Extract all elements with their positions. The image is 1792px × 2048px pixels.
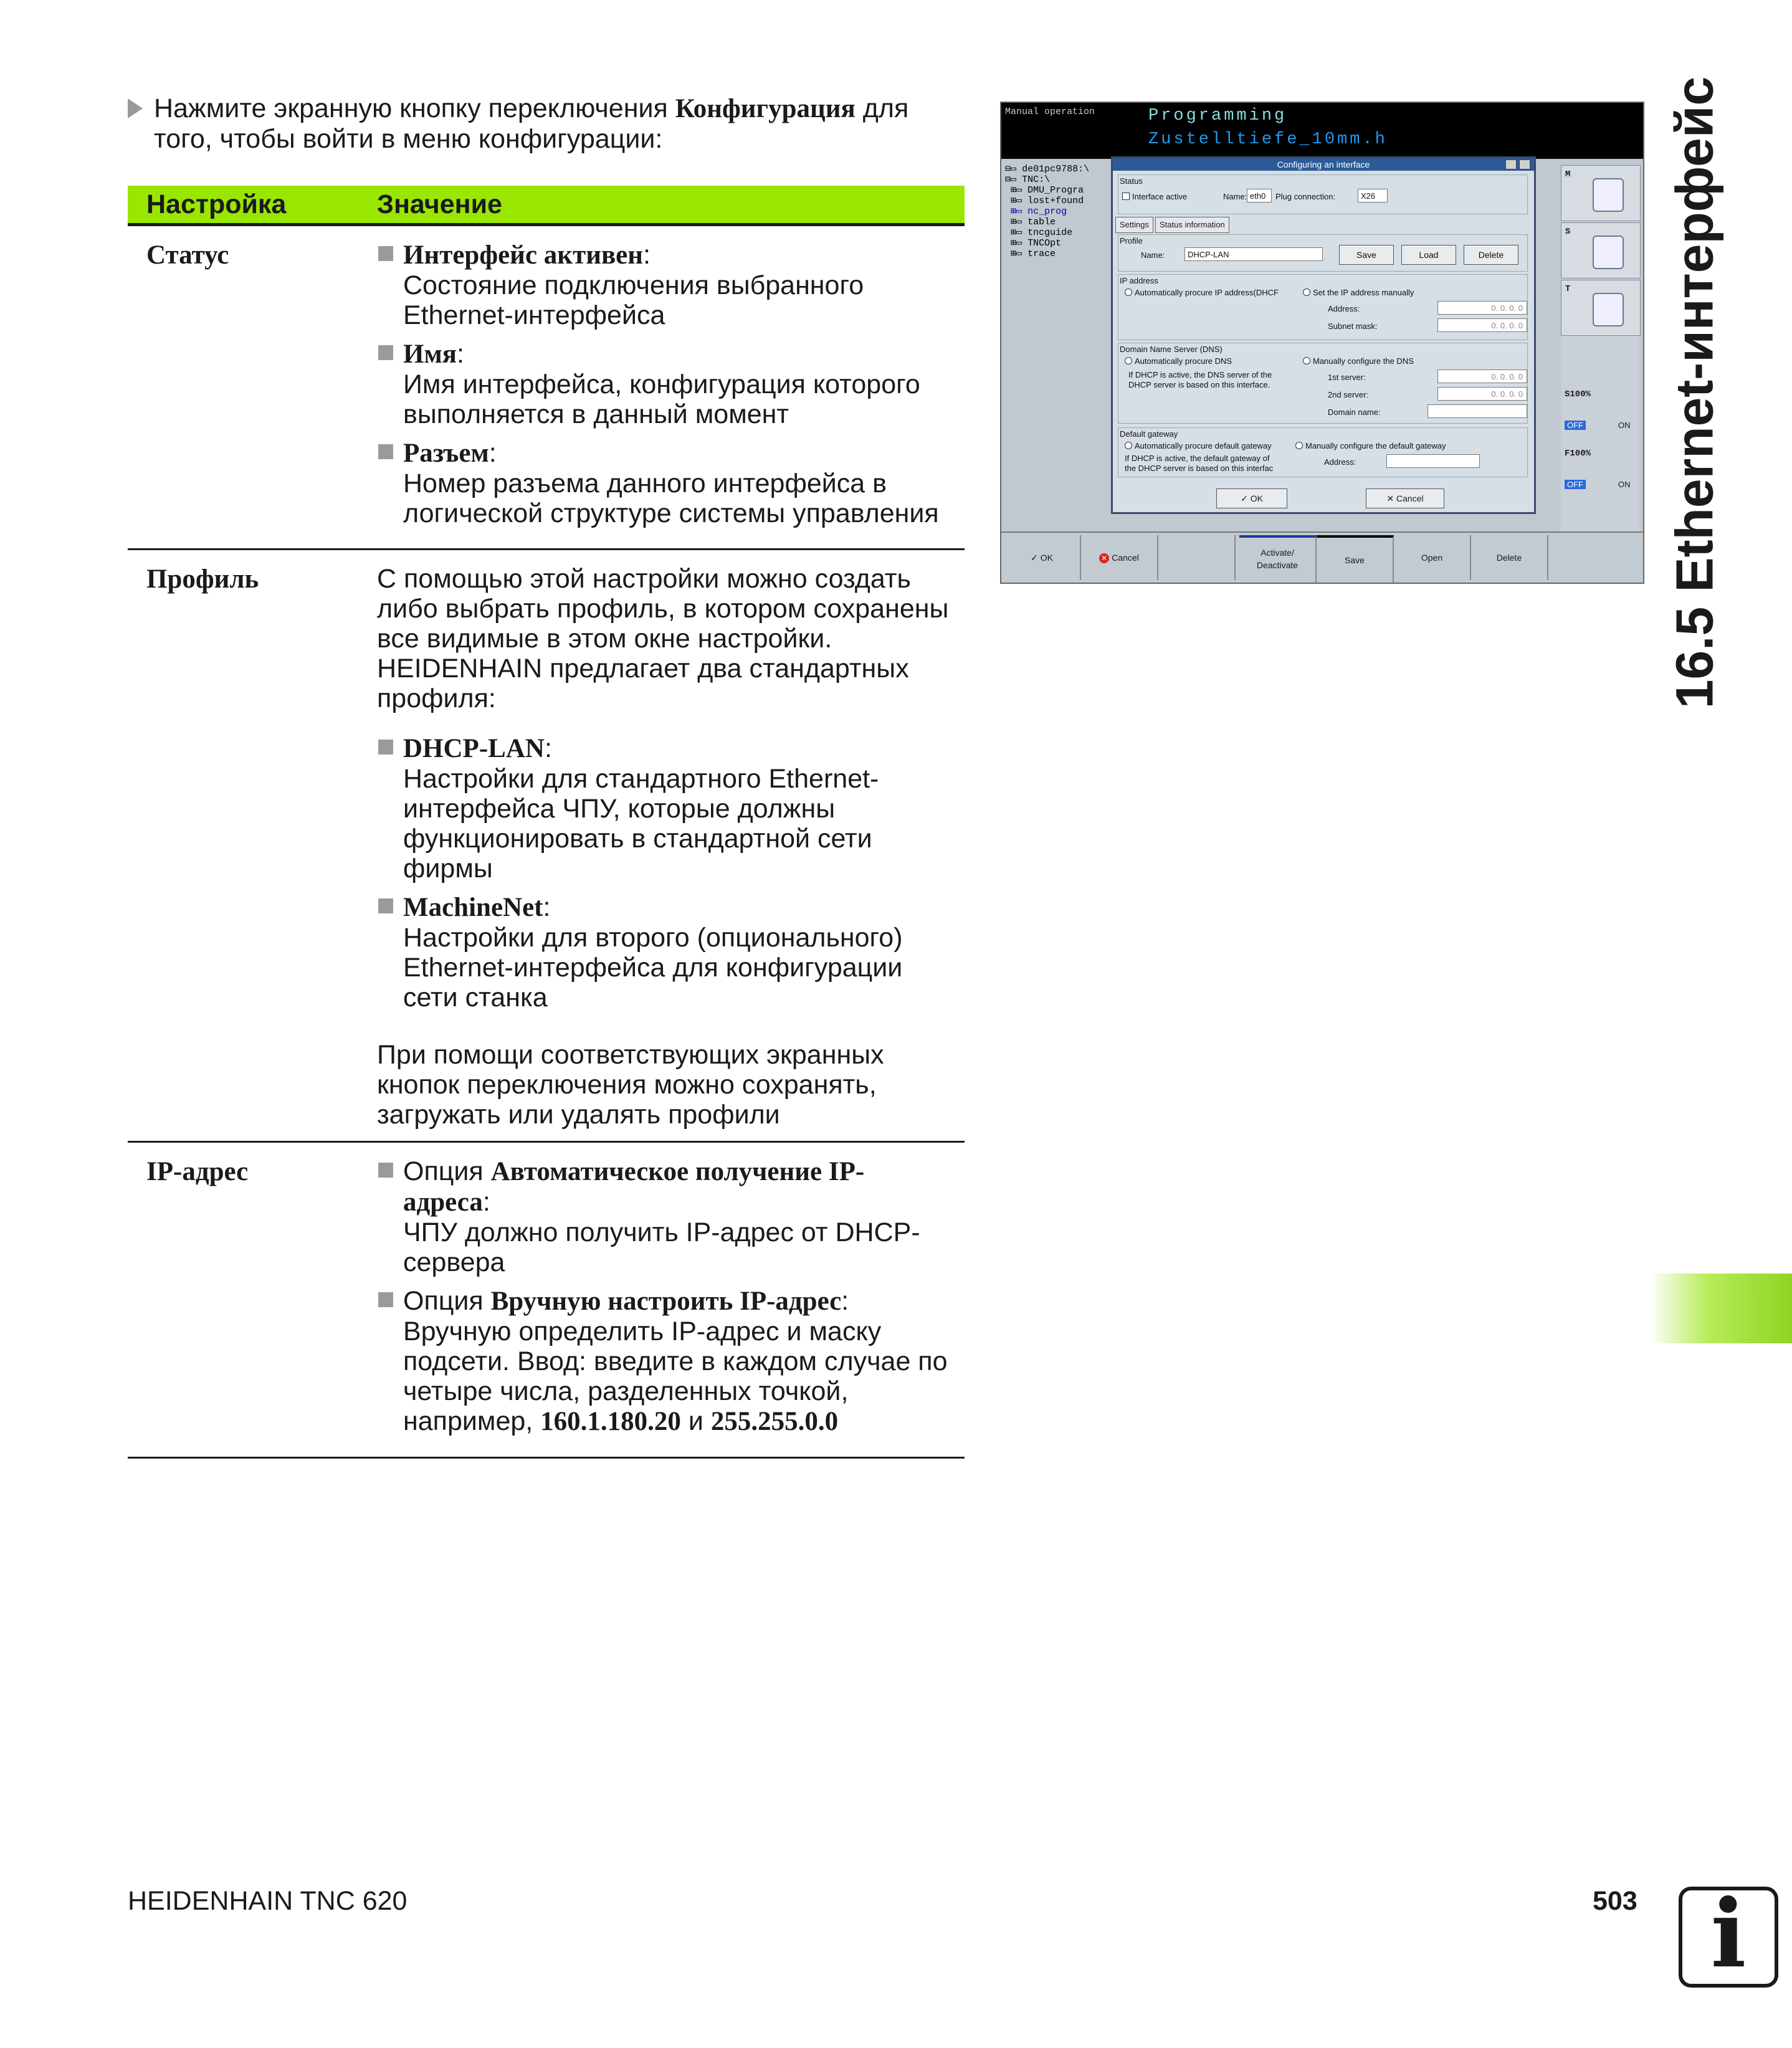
feed-override: F100% OFF ON [1565, 449, 1631, 489]
tree-item[interactable]: ⊞▭ DMU_Progra [1005, 185, 1084, 196]
plug-connection-field[interactable]: X26 [1358, 189, 1388, 202]
ip-address-field[interactable]: 0. 0. 0. 0 [1437, 301, 1527, 315]
name-field[interactable]: eth0 [1247, 189, 1272, 202]
dns-manual-radio[interactable]: Manually configure the DNS [1303, 356, 1414, 366]
tree-item[interactable]: ⊟▭ TNC:\ [1005, 174, 1051, 185]
intro-softkey-name: Конфигурация [675, 94, 855, 123]
tree-item[interactable]: ⊞▭ lost+found [1005, 196, 1084, 206]
profile-group: Profile Name: DHCP-LAN Save Load Delete [1118, 234, 1528, 272]
tree-item[interactable]: ⊞▭ TNCOpt [1005, 238, 1062, 249]
spindle-override: S100% OFF ON [1565, 389, 1631, 430]
section-side-title: 16.5 Ethernet-интерфейс [1665, 76, 1724, 709]
row-label-profile: Профиль [146, 564, 259, 594]
spindle-icon [1593, 236, 1624, 269]
softkey-activate-deactivate[interactable]: Activate/ Deactivate [1239, 535, 1317, 583]
ip-address-group: IP address Automatically procure IP address(DHCF Set the IP address manually Address: 0. 0. 0. 0 Subnet mask: 0. 0. 0. 0 [1118, 274, 1528, 340]
profile-name-field[interactable]: DHCP-LAN [1184, 247, 1323, 261]
ip-manual-radio[interactable]: Set the IP address manually [1303, 287, 1414, 298]
square-bullet-icon [378, 1292, 393, 1307]
list-item: Разъем: Номер разъема данного интерфейса в логической структуре системы управления [377, 438, 965, 528]
arrow-bullet-icon [128, 98, 143, 118]
profile-outro: При помощи соответствующих экранных кнопок переключения можно сохранять, загружать или удалять профили [377, 1040, 884, 1130]
square-bullet-icon [378, 898, 393, 913]
table-row-ip [128, 1142, 965, 1458]
m-function-block[interactable]: M [1561, 165, 1641, 221]
machine-icon [1593, 178, 1624, 212]
softkey-cancel[interactable]: ✕ Cancel [1081, 535, 1158, 580]
list-item: Опция Вручную настроить IP-адрес: Вручную определить IP-адрес и маску подсети. Ввод: введите в каждом случае по четыре числа, разделенных точкой, например, 160.1.180.20 и 255.255.0.0 [377, 1286, 965, 1437]
configure-interface-dialog [1111, 156, 1536, 514]
tree-item[interactable]: ⊞▭ table [1005, 217, 1056, 227]
dns-group: Domain Name Server (DNS) Automatically procure DNS Manually configure the DNS If DHCP is active, the DNS server of the DHCP server is based on this interface. 1st server: 0. 0. 0. 0 2nd server: 0. 0. 0. 0 Domain name: [1118, 343, 1528, 424]
settings-table [128, 186, 965, 1459]
intro-instruction: Нажмите экранную кнопку переключения Конфигурация для того, чтобы войти в меню конфигурации: [128, 93, 956, 154]
program-mode-label: Programming [1148, 107, 1287, 125]
table-header-row [128, 186, 965, 225]
table-row-status [128, 225, 965, 550]
header-value: Значение [377, 186, 965, 225]
list-item: Интерфейс активен: Состояние подключения выбранного Ethernet-интерфейса [377, 240, 965, 330]
gateway-address-field[interactable] [1386, 454, 1480, 468]
softkey-bar [1001, 531, 1643, 584]
profile-delete-button[interactable]: Delete [1464, 245, 1518, 265]
square-bullet-icon [378, 444, 393, 459]
directory-tree [1005, 164, 1089, 259]
header-setting: Настройка [128, 186, 377, 225]
page-number: 503 [1593, 1886, 1637, 1916]
list-item: Опция Автоматическое получение IP- адреса: ЧПУ должно получить IP-адрес от DHCP- сервера [377, 1156, 965, 1277]
gw-manual-radio[interactable]: Manually configure the default gateway [1295, 441, 1446, 451]
tool-block[interactable]: T [1561, 280, 1641, 336]
spindle-block[interactable]: S [1561, 222, 1641, 279]
domain-name-field[interactable] [1427, 404, 1527, 418]
square-bullet-icon [378, 345, 393, 360]
intro-text: Нажмите экранную кнопку переключения [154, 93, 675, 123]
tree-item[interactable]: ⊞▭ nc_prog [1005, 206, 1067, 217]
softkey-delete[interactable]: Delete [1471, 535, 1548, 580]
square-bullet-icon [378, 1163, 393, 1178]
square-bullet-icon [378, 246, 393, 261]
softkey-ok[interactable]: ✓ OK [1004, 535, 1081, 580]
default-gateway-group: Default gateway Automatically procure default gateway Manually configure the default gateway If DHCP is active, the default gateway of the DHCP server is based on this interfac Address: [1118, 427, 1528, 477]
maximize-icon[interactable] [1505, 160, 1517, 169]
profile-intro: С помощью этой настройки можно создать либо выбрать профиль, в котором сохранены все видимые в этом окне настройки. HEIDENHAIN предлагает два стандартных профиля: [377, 564, 949, 713]
chapter-tab-marker [1650, 1274, 1792, 1343]
tab-status-information[interactable]: Status information [1155, 217, 1229, 233]
profile-save-button[interactable]: Save [1339, 245, 1394, 265]
dns-second-server-field[interactable]: 0. 0. 0. 0 [1437, 387, 1527, 401]
right-status-panel [1561, 165, 1639, 539]
tree-item[interactable]: ⊞▭ tncguide [1005, 227, 1073, 238]
ip-auto-radio[interactable]: Automatically procure IP address(DHCF [1125, 287, 1279, 298]
tree-item[interactable]: ⊞▭ trace [1005, 249, 1056, 259]
list-item: Имя: Имя интерфейса, конфигурация которого выполняется в данный момент [377, 339, 965, 429]
tnc-screenshot [1000, 102, 1644, 584]
dns-first-server-field[interactable]: 0. 0. 0. 0 [1437, 369, 1527, 383]
softkey-open[interactable]: Open [1394, 535, 1471, 580]
dialog-title: Configuring an interface [1113, 158, 1534, 171]
close-icon[interactable] [1519, 160, 1530, 169]
screen-header [1001, 103, 1643, 159]
status-group: Status Interface active Name: eth0 Plug connection: X26 [1118, 174, 1528, 214]
tab-settings[interactable]: Settings [1115, 217, 1153, 233]
table-row-profile [128, 550, 965, 1142]
softkey-empty[interactable] [1158, 535, 1236, 580]
list-item: MachineNet: Настройки для второго (опционального) Ethernet-интерфейса для конфигурации сети станка [377, 892, 965, 1012]
profile-load-button[interactable]: Load [1401, 245, 1456, 265]
mode-label: Manual operation [1005, 107, 1095, 117]
square-bullet-icon [378, 740, 393, 755]
row-label-status: Статус [146, 241, 229, 270]
tool-icon [1593, 293, 1624, 326]
softkey-save[interactable]: Save [1317, 535, 1394, 583]
list-item: DHCP-LAN: Настройки для стандартного Ethernet- интерфейса ЧПУ, которые должны функционировать в стандартной сети фирмы [377, 733, 965, 883]
dialog-ok-button[interactable]: ✓ OK [1216, 488, 1287, 508]
dns-auto-radio[interactable]: Automatically procure DNS [1125, 356, 1232, 366]
file-name: Zustelltiefe_10mm.h [1148, 130, 1388, 149]
interface-active-checkbox[interactable]: Interface active [1122, 191, 1187, 202]
footer-product: HEIDENHAIN TNC 620 [128, 1886, 407, 1916]
gw-auto-radio[interactable]: Automatically procure default gateway [1125, 441, 1272, 451]
intro-text-line2: того, чтобы войти в меню конфигурации: [154, 124, 663, 154]
subnet-mask-field[interactable]: 0. 0. 0. 0 [1437, 318, 1527, 332]
tree-item[interactable]: ⊟▭ de01pc9788:\ [1005, 164, 1090, 174]
dialog-cancel-button[interactable]: ✕ Cancel [1366, 488, 1444, 508]
info-icon: i [1679, 1887, 1778, 1988]
row-label-ip: IP-адрес [146, 1157, 249, 1186]
